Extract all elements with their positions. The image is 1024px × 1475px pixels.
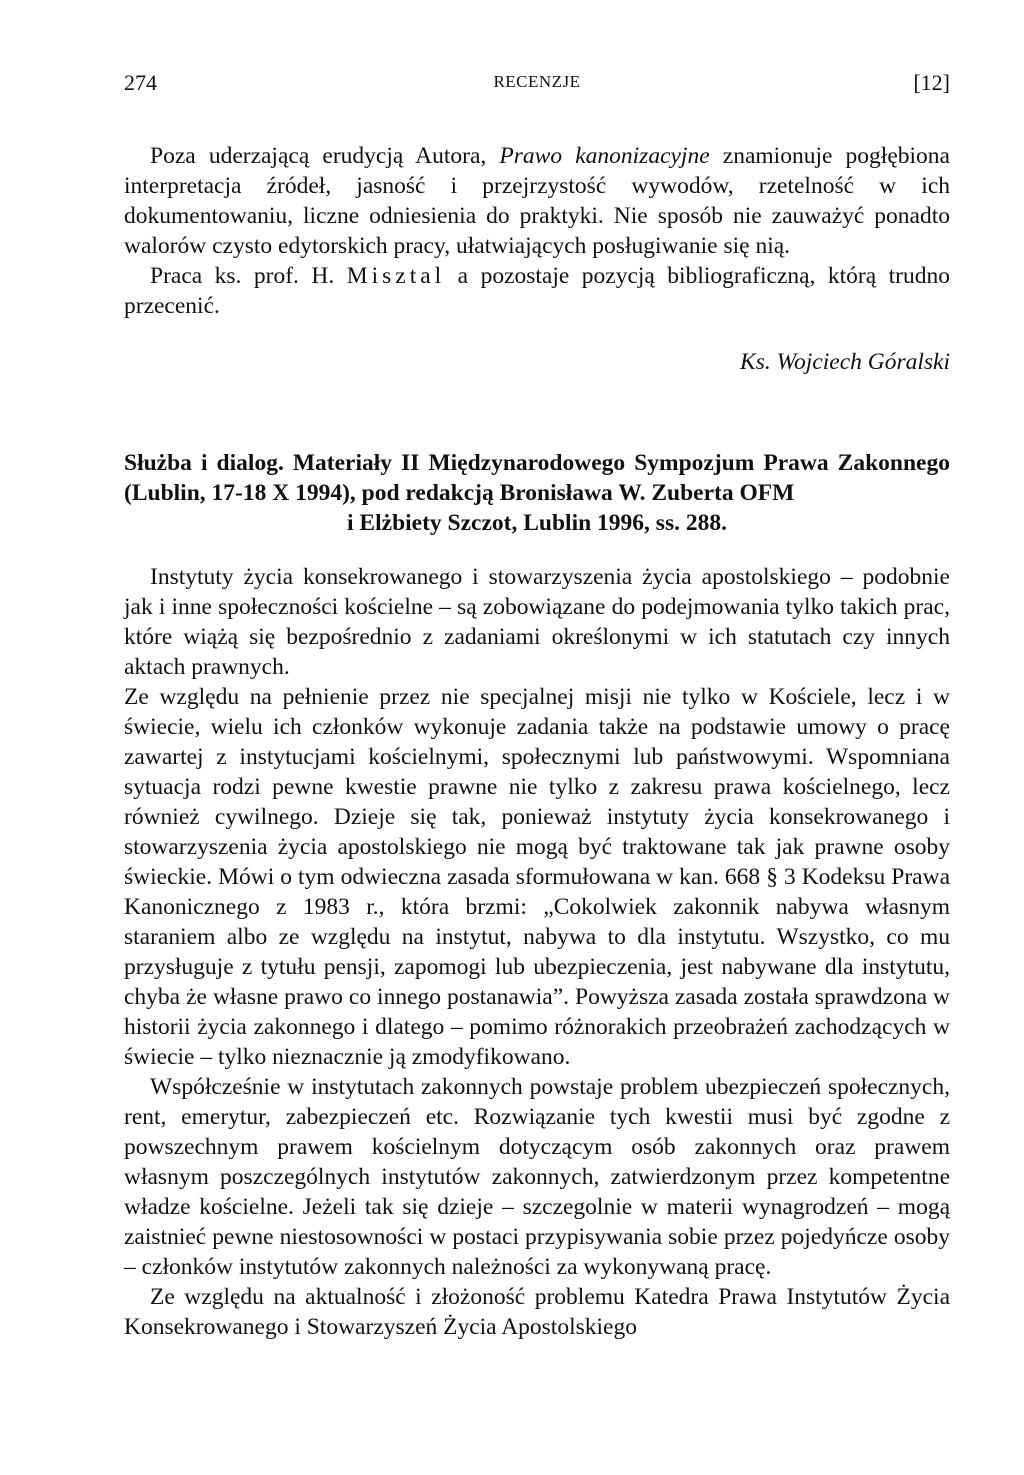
paragraph: Ze względu na pełnienie przez nie specjalnej misji nie tylko w Kościele, lecz i w świecie, wielu ich członków wykonuje zadania także na podstawie umowy o pracę zawartej z instytucjami kościelnymi, społecznymi lub państwowymi. Wspomniana sytuacja rodzi pewne kwestie prawne nie tylko z zakresu prawa kościelnego, lecz również cywilnego. Dzieje się tak, ponieważ instytuty życia konsekrowanego i stowarzyszenia życia apostolskiego nie mogą być traktowane tak jak prawne osoby świeckie. Mówi o tym odwieczna zasada sformułowana w kan. 668 § 3 Kodeksu Prawa Kanonicznego z 1983 r., która brzmi: „Cokolwiek zakonnik nabywa własnym staraniem albo ze względu na instytut, nabywa to dla instytutu. Wszystko, co mu przysługuje z tytułu pensji, zapomogi lub ubezpieczenia, jest nabywane dla instytutu, chyba że własne prawo co innego postanawia”. Powyższa zasada została sprawdzona w historii życia zakonnego i dlatego – pomimo różnorakich przeobrażeń zachodzących w świecie – tylko nieznacznie ją zmodyfikowano. xyxy=(124,684,950,1070)
text-run: Poza uderzającą erudycją Autora, xyxy=(150,143,500,169)
paragraph: Ze względu na aktualność i złożoność problemu Katedra Prawa Instytutów Życia Konsekrowanego i Stowarzyszeń Życia Apostolskiego xyxy=(124,1284,950,1340)
paragraph: Współcześnie w instytutach zakonnych powstaje problem ubezpieczeń społecznych, rent, emerytur, zabezpieczeń etc. Rozwiązanie tych kwestii musi być zgodne z powszechnym prawem kościelnym dotyczącym osób zakonnych oraz prawem własnym poszczególnych instytutów zakonnych, zatwierdzonym przez kompetentne władze kościelne. Jeżeli tak się dzieje – szczegolnie w materii wynagrodzeń – mogą zaistnieć pewne niestosowności w postaci przypisywania sobie przez pojedyńcze osoby – członków instytutów zakonnych należności za wykonywaną pracę. xyxy=(124,1074,950,1280)
text-run: a pozostaje pozycją bibliograficzną, którą trudno przecenić. xyxy=(124,263,950,319)
running-title: RECENZJE xyxy=(493,72,581,91)
paragraph: Instytuty życia konsekrowanego i stowarzyszenia życia apostolskiego – podobnie jak i inne społeczności kościelne – są zobowiązane do podejmowania tylko takich prac, które wiążą się bezpośrednio z zadaniami określonymi w ich statutach czy innych aktach prawnych. xyxy=(124,564,950,680)
book-title-main: Służba i dialog. Materiały II Międzynarodowego Sympozjum Prawa Zakonnego (Lublin, 17-18 X 1994), pod redakcją Bronisława W. Zuberta OFM xyxy=(124,450,950,506)
book-title-last-line: i Elżbiety Szczot, Lublin 1996, ss. 288. xyxy=(347,510,727,536)
review-1-conclusion xyxy=(124,141,950,377)
author-name-spaced: Misztal xyxy=(346,263,446,289)
text-run: Praca ks. prof. H. xyxy=(150,263,347,289)
italic-title: Prawo kanonizacyjne xyxy=(499,143,710,169)
reviewer-signature: Ks. Wojciech Góralski xyxy=(740,349,950,375)
review-2-body xyxy=(124,562,950,1342)
page-number: 274 xyxy=(124,70,157,95)
paragraph xyxy=(124,141,950,261)
paragraph xyxy=(124,261,950,321)
section-number: [12] xyxy=(913,70,950,95)
running-header xyxy=(124,70,950,104)
text-run: znamionuje pogłębiona interpretacja źródeł, jasność i przejrzystość wywodów, rzetelność w ich dokumentowaniu, liczne odniesienia do praktyki. Nie sposób nie zauważyć ponadto walorów czysto edytorskich pracy, ułatwiających posługiwanie się nią. xyxy=(124,143,950,259)
book-title-heading xyxy=(124,448,950,538)
